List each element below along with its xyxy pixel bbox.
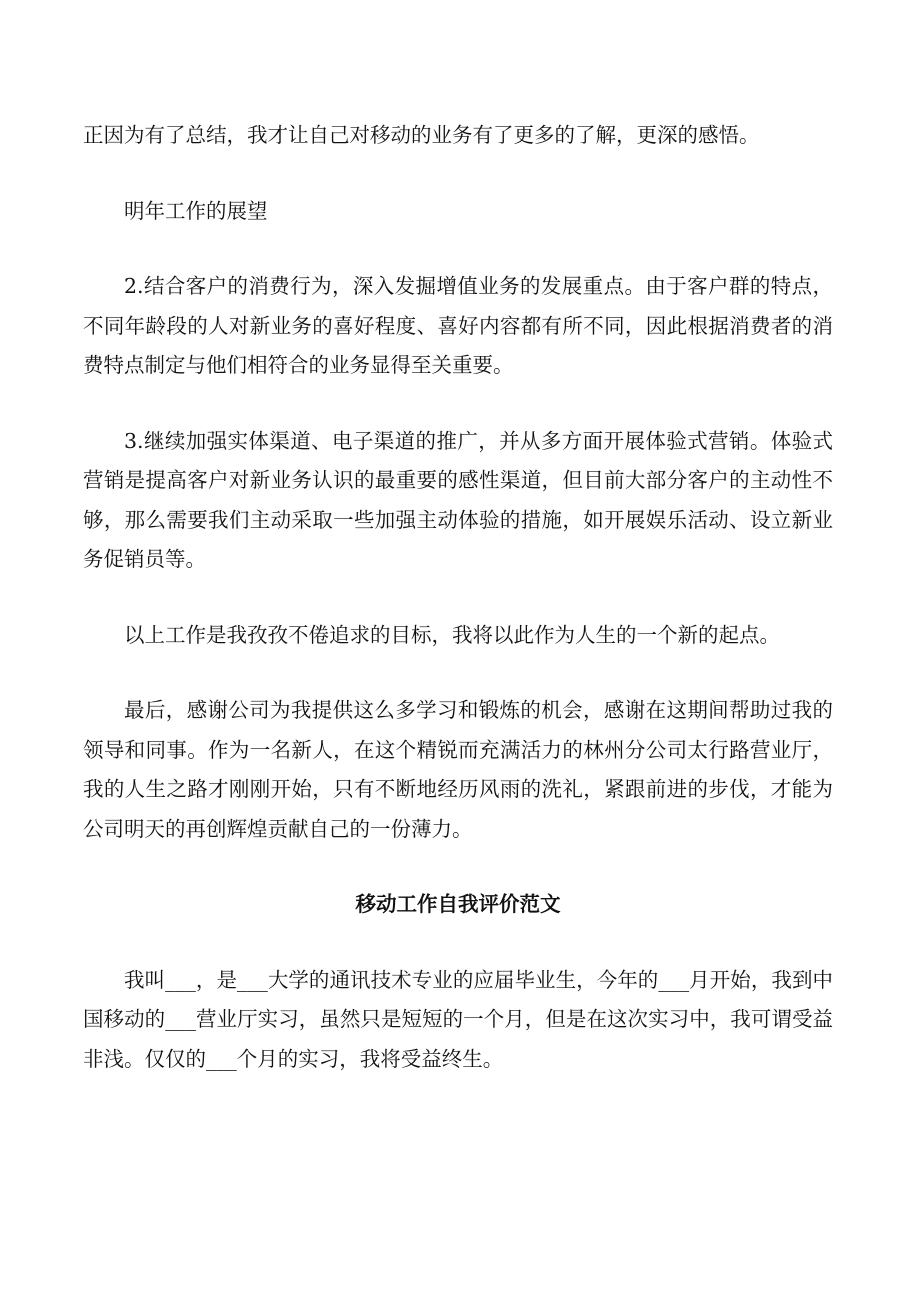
article-title: 移动工作自我评价范文: [355, 892, 561, 916]
paragraph-summary-closing: 正因为有了总结，我才让自己对移动的业务有了更多的了解，更深的感悟。: [83, 123, 760, 147]
paragraph-point-3: 3.继续加强实体渠道、电子渠道的推广，并从多方面开展体验式营销。体验式营销是提高客户对新业务认识的最重要的感性渠道，但目前大部分客户的主动性不够，那么需要我们主动采取一些加强主动体验的措施，如开展娱乐活动、设立新业务促销员等。: [83, 428, 833, 571]
paragraph-self-intro: 我叫___，是___大学的通讯技术专业的应届毕业生，今年的___月开始，我到中国移动的___营业厅实习，虽然只是短短的一个月，但是在这次实习中，我可谓受益非浅。仅仅的___个月的实习，我将受益终生。: [83, 967, 833, 1071]
paragraph-point-2: 2.结合客户的消费行为，深入发掘增值业务的发展重点。由于客户群的特点，不同年龄段的人对新业务的喜好程度、喜好内容都有所不同，因此根据消费者的消费特点制定与他们相符合的业务显得至关重要。: [83, 274, 833, 377]
paragraph-goal: 以上工作是我孜孜不倦追求的目标，我将以此作为人生的一个新的起点。: [124, 622, 780, 647]
document-body: [83, 116, 833, 1079]
paragraph-thanks: 最后，感谢公司为我提供这么多学习和锻炼的机会，感谢在这期间帮助过我的领导和同事。作为一名新人，在这个精锐而充满活力的林州分公司太行路营业厅，我的人生之路才刚刚开始，只有不断地经历风雨的洗礼，紧跟前进的步伐，才能为公司明天的再创辉煌贡献自己的一份薄力。: [83, 698, 833, 841]
section-heading-next-year-outlook: 明年工作的展望: [124, 198, 268, 223]
